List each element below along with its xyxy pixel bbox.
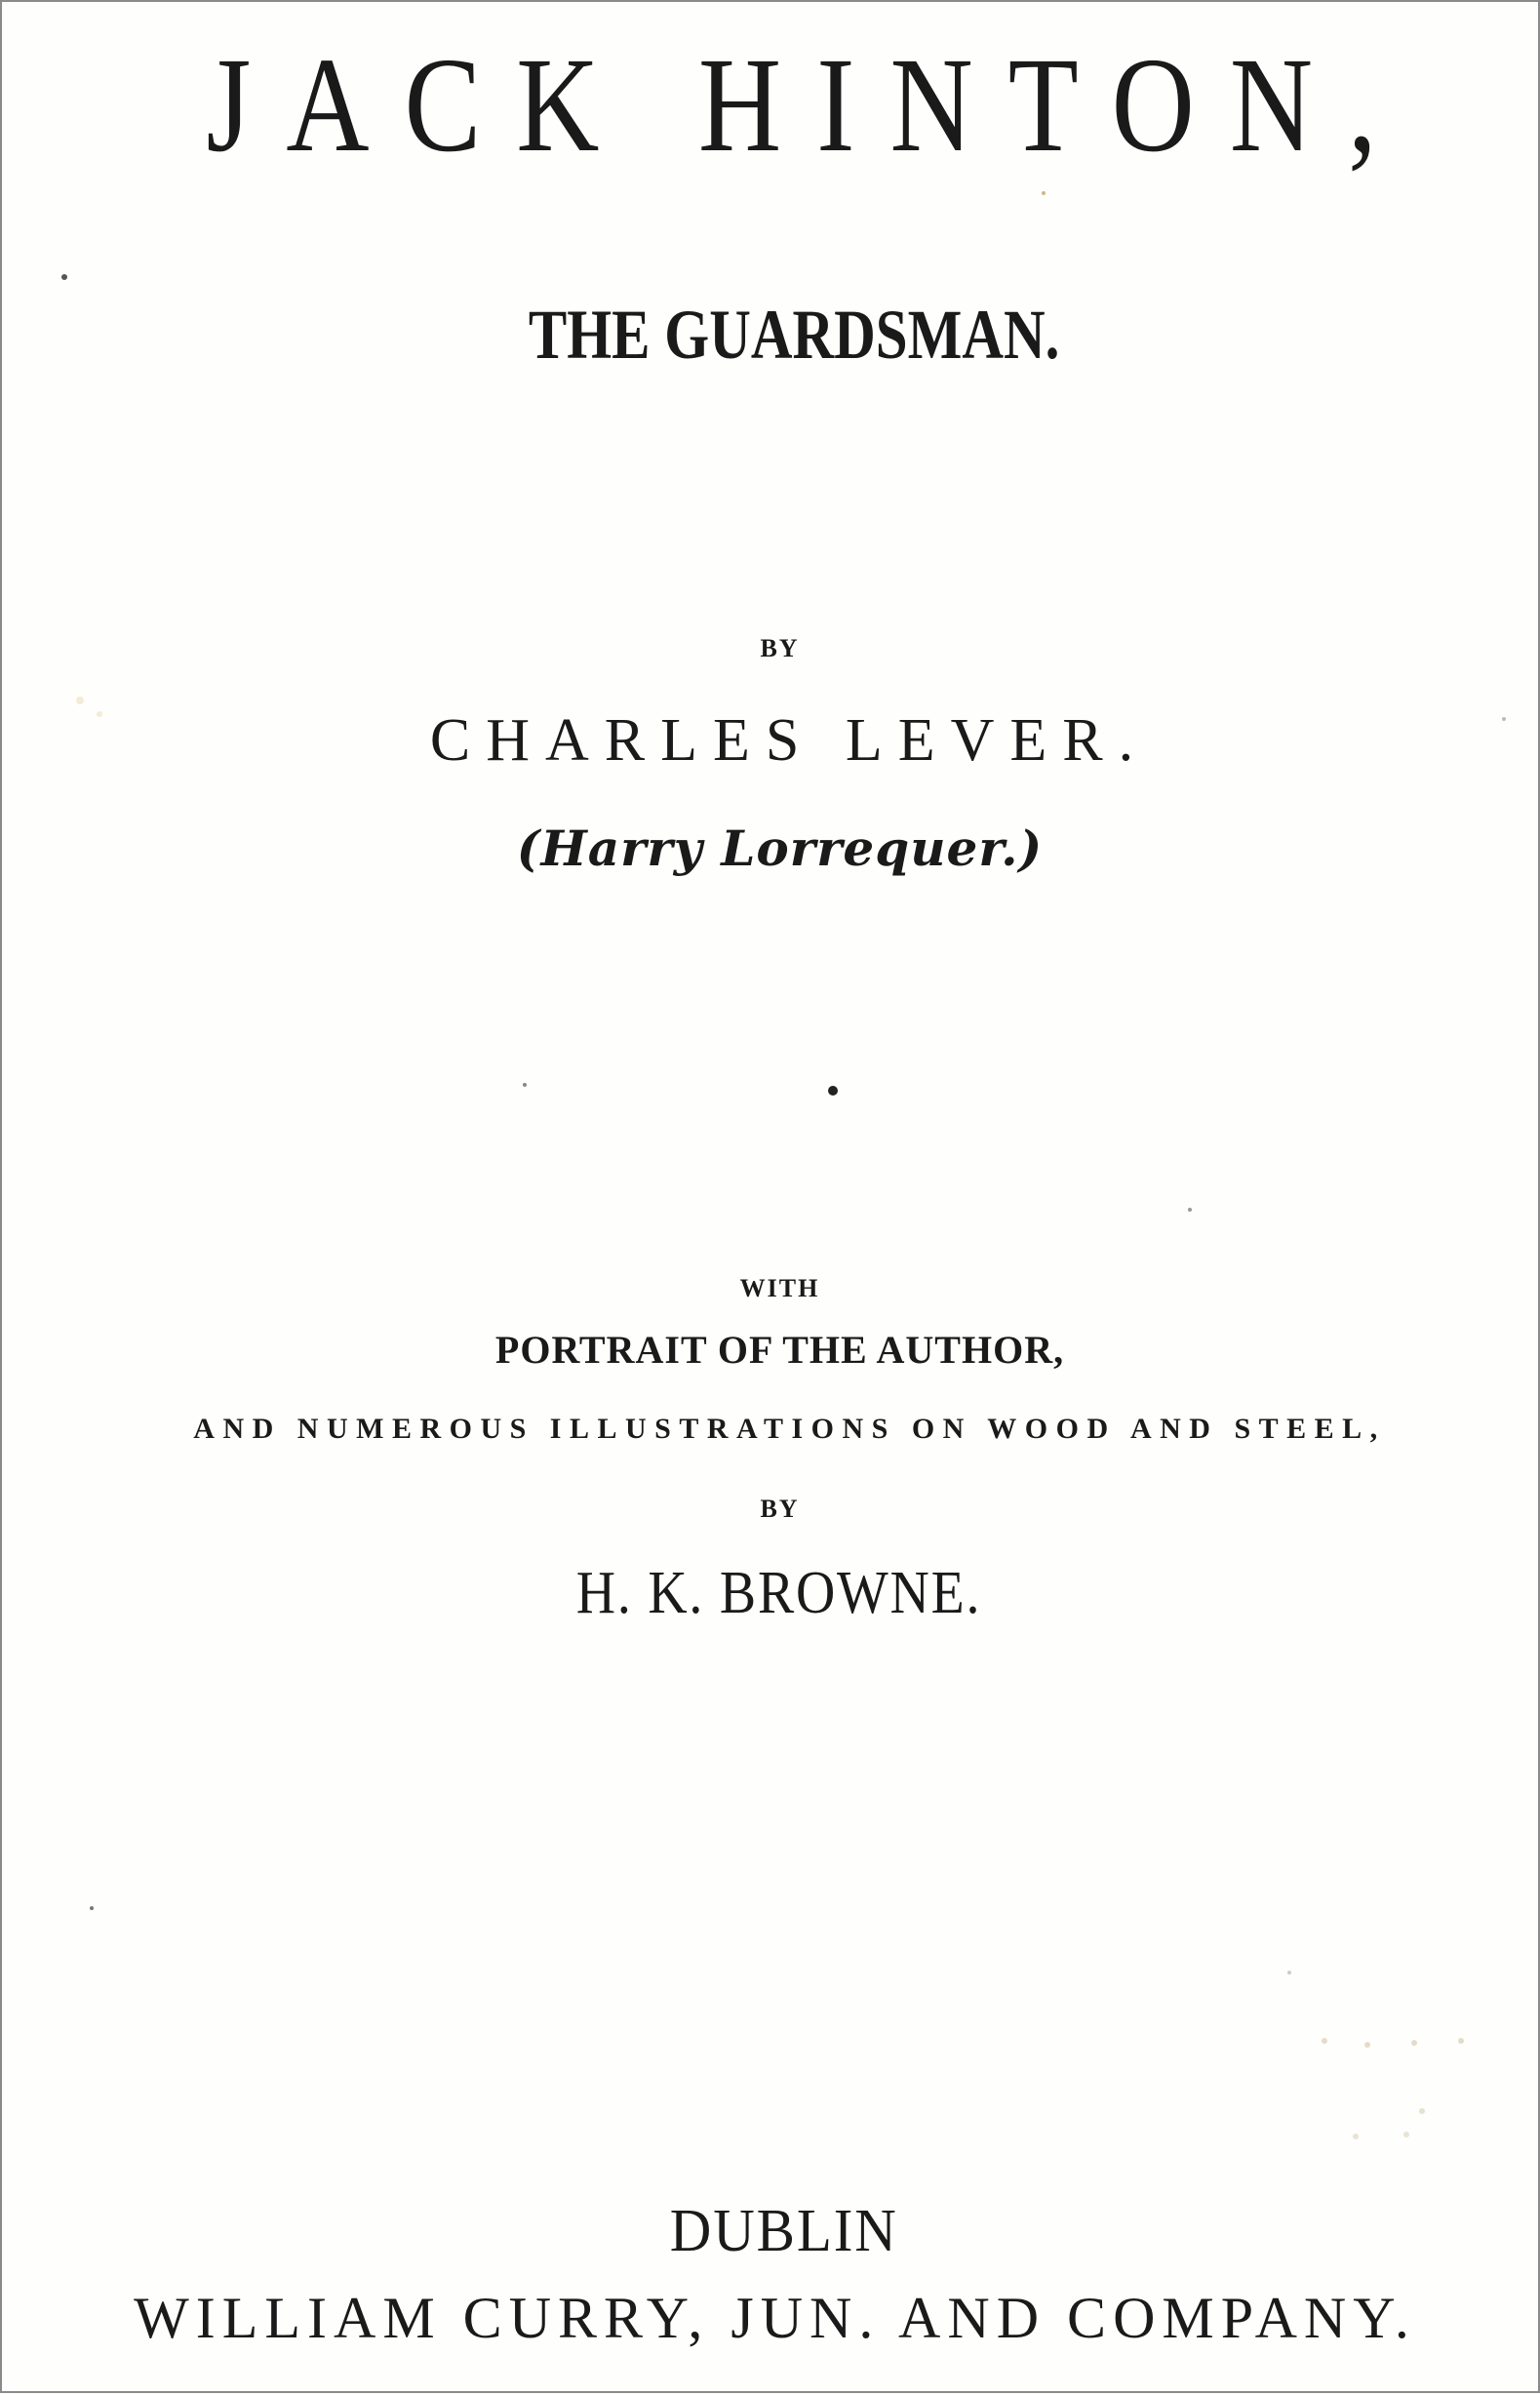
portrait-line: PORTRAIT OF THE AUTHOR, [494,1328,1065,1372]
publication-place: DUBLIN [669,2198,898,2264]
illustrator-name: H. K. BROWNE. [575,1560,982,1626]
book-title: JACK HINTON, [206,29,1412,180]
book-subtitle: THE GUARDSMAN. [528,296,1060,374]
with-label: WITH [739,1274,820,1302]
by-label-illustrator: BY [760,1495,800,1523]
by-label: BY [760,634,800,662]
publisher-name: WILLIAM CURRY, JUN. AND COMPANY. [134,2286,1416,2350]
author-name: CHARLES LEVER. [429,707,1150,774]
author-pseudonym: (Harry Lorrequer.) [516,819,1044,877]
illustrations-line: AND NUMEROUS ILLUSTRATIONS ON WOOD AND STEEL, [193,1413,1386,1445]
